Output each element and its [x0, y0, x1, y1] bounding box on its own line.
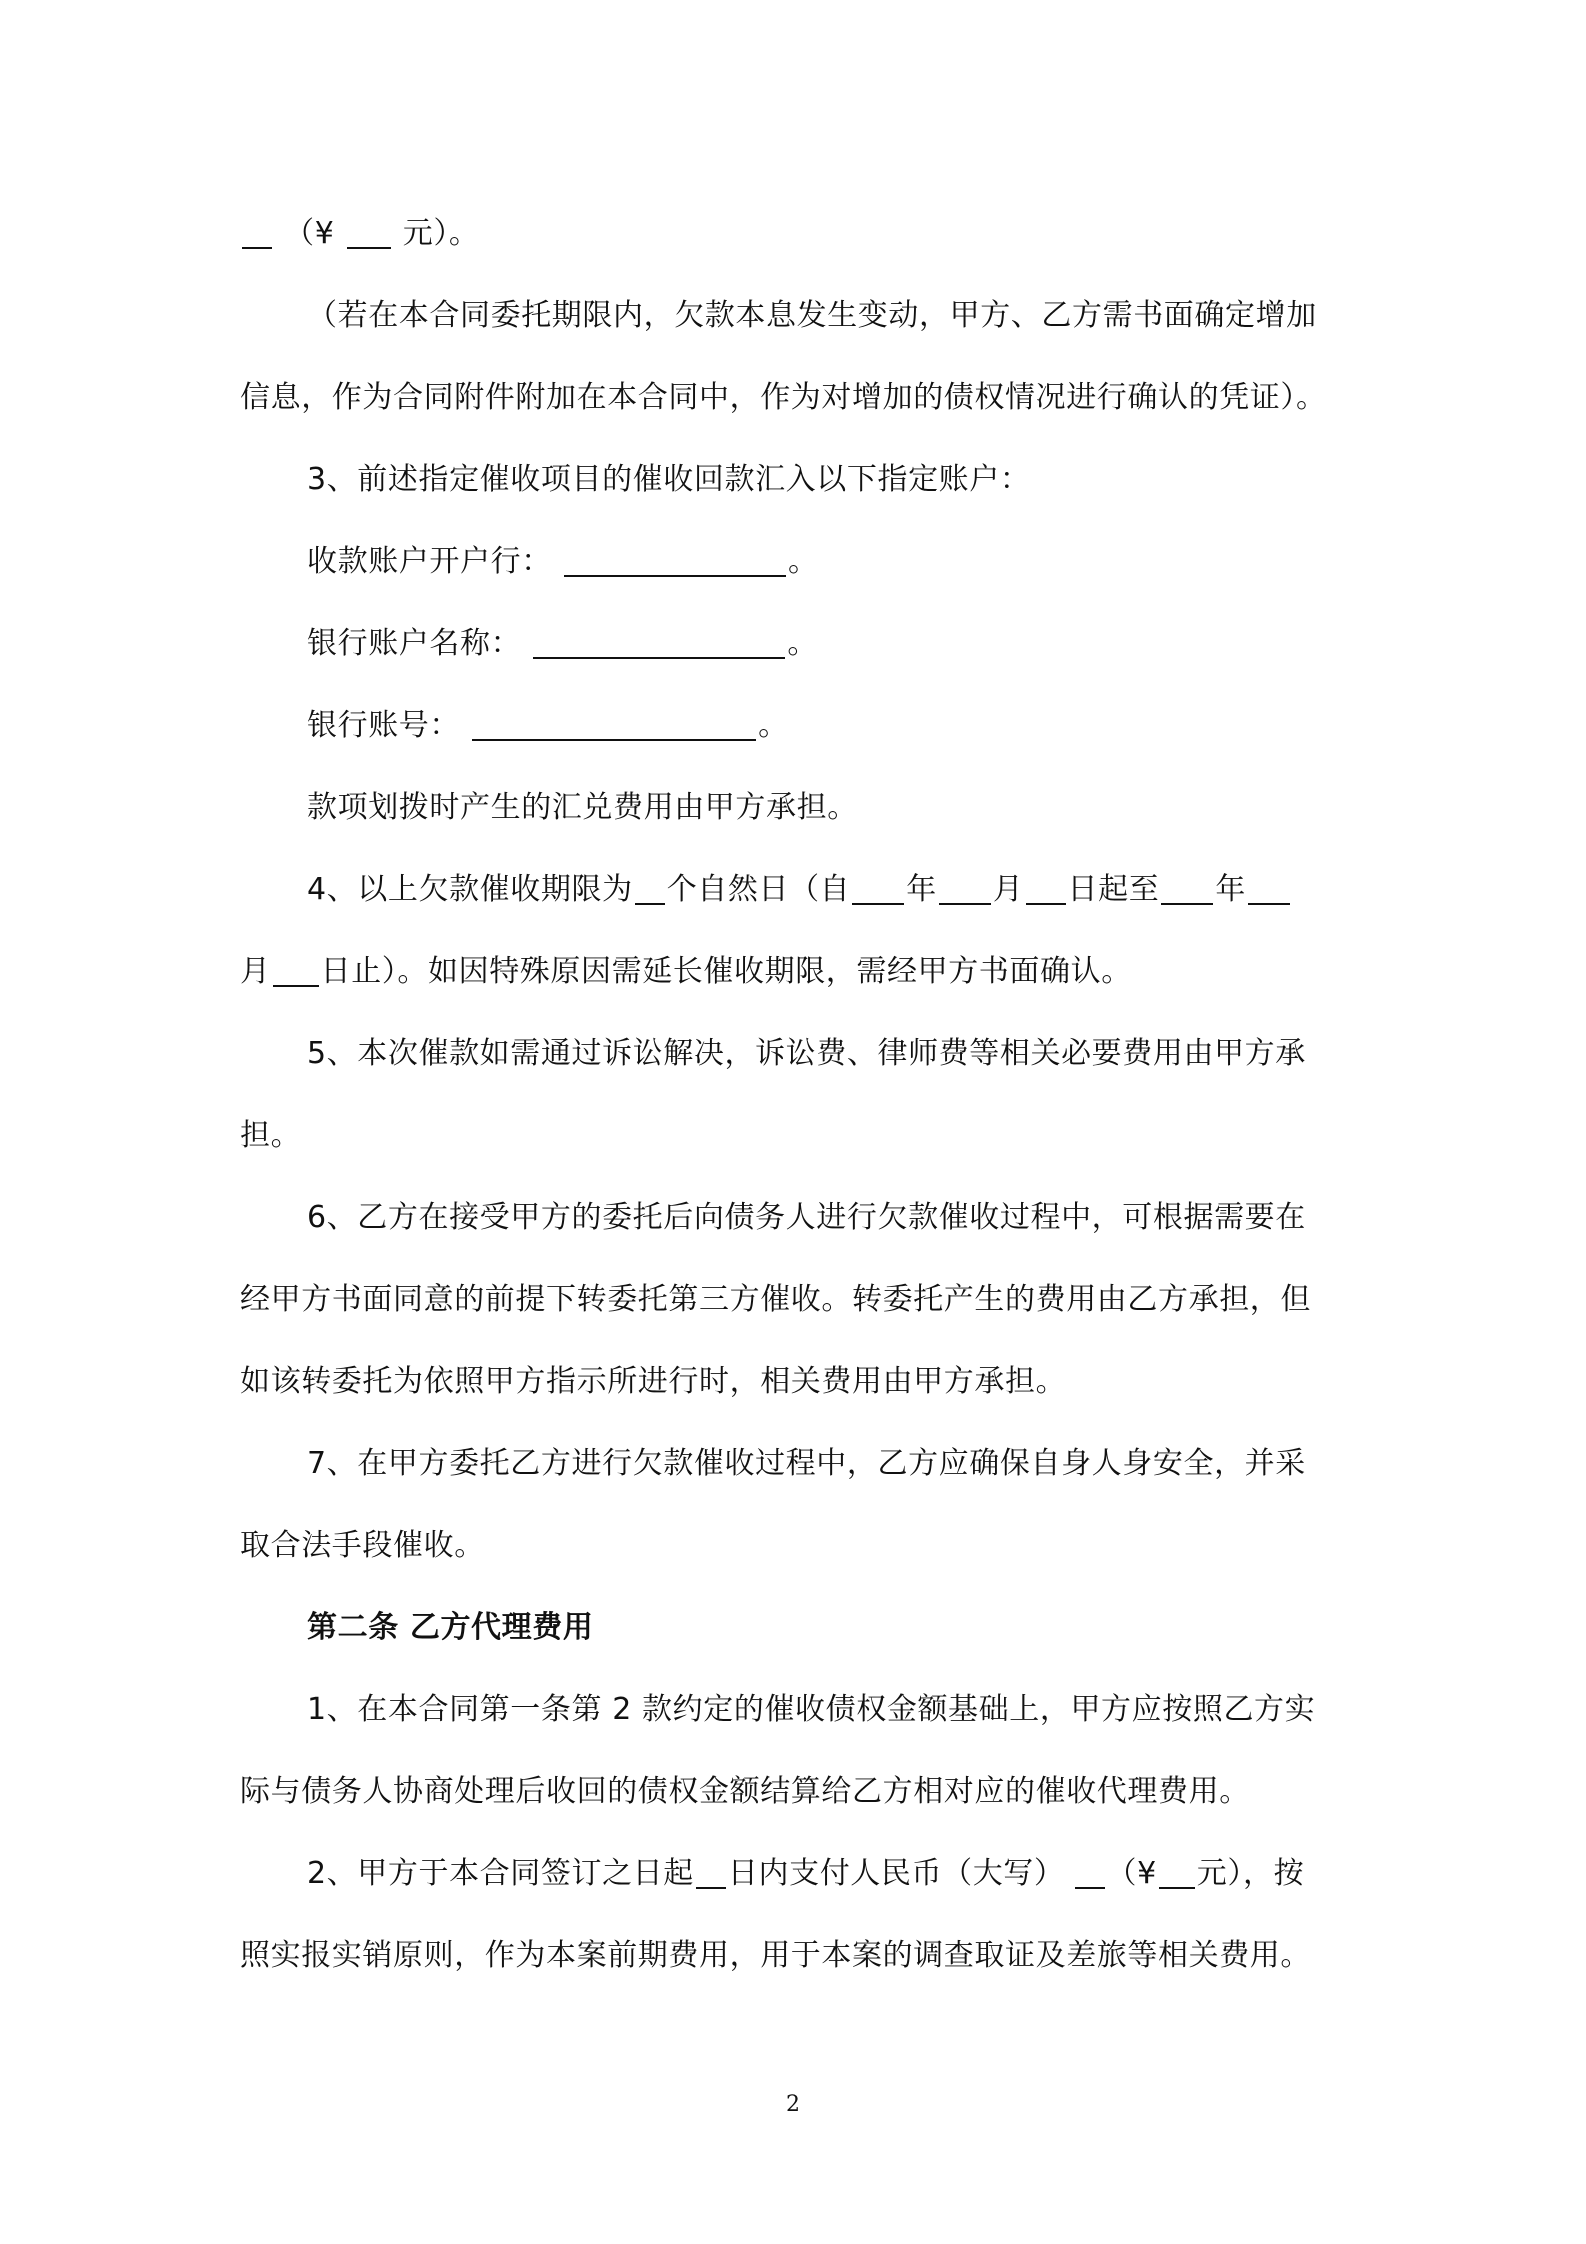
account-name-blank — [533, 627, 785, 659]
blank-field — [347, 217, 391, 249]
text-span: 个自然日（自 — [666, 872, 851, 907]
days-blank — [635, 873, 665, 905]
fee-line — [307, 1852, 1304, 1896]
account-number-blank — [472, 709, 756, 741]
account-name-label: 银行账户名称： — [307, 626, 522, 661]
bank-name-blank — [564, 545, 786, 577]
paragraph-line: （若在本合同委托期限内，欠款本息发生变动，甲方、乙方需书面确定增加 — [307, 298, 1317, 333]
text-span: 日内支付人民币（大写） — [727, 1856, 1065, 1891]
day-blank — [273, 955, 319, 987]
paragraph-line: 7、在甲方委托乙方进行欠款催收过程中，乙方应确保自身人身安全，并采 — [307, 1446, 1306, 1481]
text-span: （¥ — [1106, 1856, 1157, 1891]
paragraph-line: 6、乙方在接受甲方的委托后向债务人进行欠款催收过程中，可根据需要在 — [307, 1200, 1306, 1235]
paragraph-line: 际与债务人协商处理后收回的债权金额结算给乙方相对应的催收代理费用。 — [240, 1774, 1250, 1809]
text-span: 月 — [240, 954, 271, 989]
year-blank — [1161, 873, 1213, 905]
month-blank — [939, 873, 991, 905]
text-span: （¥ — [284, 216, 335, 251]
article-2-heading: 第二条 乙方代理费用 — [307, 1610, 594, 1645]
paragraph-line: 5、本次催款如需通过诉讼解决，诉讼费、律师费等相关必要费用由甲方承 — [307, 1036, 1306, 1071]
text-span: 月 — [992, 872, 1024, 907]
paragraph-line: 如该转委托为依照甲方指示所进行时，相关费用由甲方承担。 — [240, 1364, 1067, 1399]
paragraph-line: 担。 — [240, 1118, 302, 1153]
paragraph-line: 照实报实销原则，作为本案前期费用，用于本案的调查取证及差旅等相关费用。 — [240, 1938, 1311, 1973]
text-span: 元）。 — [402, 216, 480, 251]
account-number-line — [307, 704, 789, 748]
bank-name-label: 收款账户开户行： — [307, 544, 552, 579]
text-span: 。 — [787, 626, 818, 661]
paragraph-line: 经甲方书面同意的前提下转委托第三方催收。转委托产生的费用由乙方承担，但 — [240, 1282, 1311, 1317]
text-span: 4、以上欠款催收期限为 — [307, 872, 633, 907]
text-span: 元），按 — [1196, 1856, 1305, 1891]
paragraph-line: 1、在本合同第一条第 2 款约定的催收债权金额基础上，甲方应按照乙方实 — [307, 1692, 1316, 1727]
text-span: 。 — [758, 708, 789, 743]
year-blank — [852, 873, 904, 905]
amount-words-blank — [1075, 1857, 1105, 1889]
amount-blank — [1159, 1857, 1195, 1889]
text-span: 。 — [787, 544, 819, 579]
clause-3-heading: 3、前述指定催收项目的催收回款汇入以下指定账户： — [307, 462, 1031, 497]
days-blank — [696, 1857, 726, 1889]
text-span: 日起至 — [1067, 872, 1160, 907]
account-name-line — [307, 622, 818, 666]
text-span: 2、甲方于本合同签订之日起 — [307, 1856, 694, 1891]
term-line-cont — [240, 950, 1132, 994]
blank-field — [242, 217, 272, 249]
paragraph-line: 取合法手段催收。 — [240, 1528, 485, 1563]
amount-line — [240, 212, 480, 256]
text-span: 日止）。如因特殊原因需延长催收期限，需经甲方书面确认。 — [320, 954, 1132, 989]
account-number-label: 银行账号： — [307, 708, 460, 743]
page-number: 2 — [786, 2092, 800, 2117]
term-line — [307, 868, 1292, 912]
paragraph-line: 款项划拨时产生的汇兑费用由甲方承担。 — [307, 790, 858, 825]
text-span: 年 — [906, 872, 937, 907]
text-span: 年 — [1215, 872, 1246, 907]
paragraph-line: 信息，作为合同附件附加在本合同中，作为对增加的债权情况进行确认的凭证）。 — [240, 380, 1327, 415]
bank-name-line — [307, 540, 819, 584]
day-blank — [1026, 873, 1066, 905]
month-blank — [1248, 873, 1290, 905]
